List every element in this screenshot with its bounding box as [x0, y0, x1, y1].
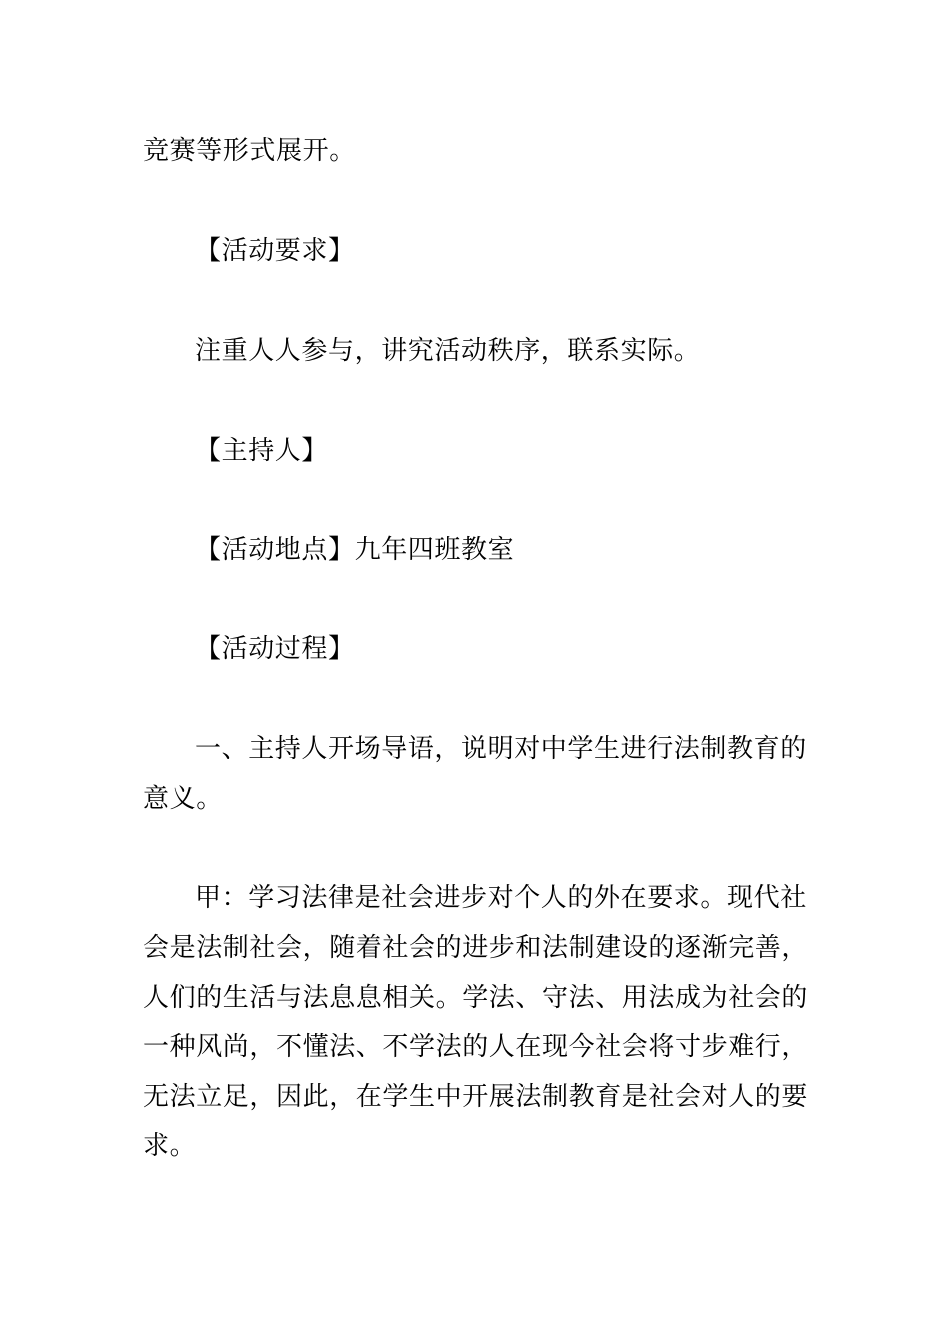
- paragraph-jia-line5: 无法立足，因此，在学生中开展法制教育是社会对人的要: [143, 1082, 809, 1112]
- heading-activity-process: 【活动过程】: [195, 634, 355, 664]
- paragraph-jia-line1: 甲：学习法律是社会进步对个人的外在要求。现代社: [195, 883, 807, 913]
- paragraph-continuation: 竞赛等形式展开。: [143, 136, 356, 166]
- paragraph-jia-line6: 求。: [143, 1131, 197, 1161]
- heading-activity-location: 【活动地点】九年四班教室: [195, 535, 515, 565]
- paragraph-requirements: 注重人人参与，讲究活动秩序，联系实际。: [195, 336, 701, 366]
- heading-activity-requirements: 【活动要求】: [195, 236, 355, 266]
- paragraph-opening-line2: 意义。: [143, 784, 223, 814]
- paragraph-opening-line1: 一、主持人开场导语，说明对中学生进行法制教育的: [195, 734, 807, 764]
- paragraph-jia-line2: 会是法制社会，随着社会的进步和法制建设的逐渐完善，: [143, 933, 809, 963]
- heading-host: 【主持人】: [195, 436, 329, 466]
- paragraph-jia-line4: 一种风尚，不懂法、不学法的人在现今社会将寸步难行，: [143, 1032, 809, 1062]
- paragraph-jia-line3: 人们的生活与法息息相关。学法、守法、用法成为社会的: [143, 983, 809, 1013]
